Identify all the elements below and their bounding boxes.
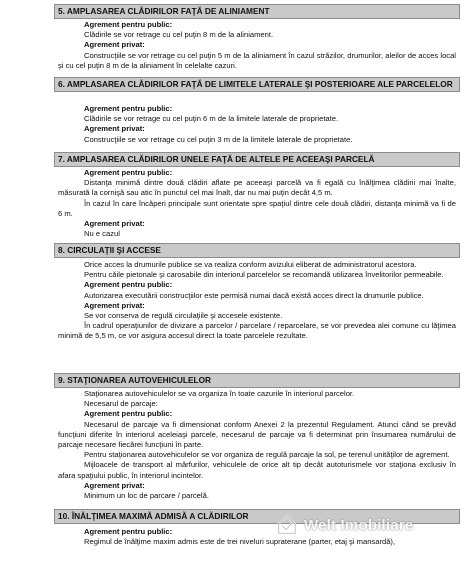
section-5-private-label: Agrement privat: bbox=[84, 40, 145, 50]
watermark-brand-text: Welt Imobiliare bbox=[304, 516, 414, 534]
brand-watermark bbox=[276, 513, 413, 537]
section-8-p1: Orice acces la drumurile publice se va realiza conform avizului eliberat de administratorul acestora. bbox=[84, 260, 417, 269]
section-9-p1: Staţionarea autovehiculelor se va organiza în toate cazurile în interiorul parcelor. bbox=[84, 389, 355, 398]
section-5-private-text: Construcţiile se vor retrage cu cel puţin 5 m de la aliniament în cazul străzilor, drumurilor, aleilor de acces local şi cu cel puţin 8 m de la aliniament în celelalte cazuri. bbox=[58, 50, 456, 70]
section-10-public-text: Regimul de înălţime maxim admis este de trei niveluri supraterane (parter, etaj şi mansardă), bbox=[84, 537, 396, 547]
section-7-public-label: Agrement pentru public: bbox=[84, 168, 173, 177]
section-5-body bbox=[58, 20, 456, 71]
house-check-logo-icon bbox=[276, 514, 298, 536]
section-6-heading: 6. AMPLASAREA CLĂDIRILOR FAŢĂ DE LIMITELE LATERALE ŞI POSTERIOARE ALE PARCELELOR bbox=[54, 77, 460, 92]
section-9-public-p1: Necesarul de parcaje va fi dimensionat conform Anexei 2 la prezentul Regulament. Atunci când se prevăd funcţiuni diferite în interiorul aceleiaşi parcele, necesarul de parcaje va fi determinat prin însumarea numărului de parcaje necesare fiecărei funcţiuni în parte. bbox=[58, 419, 456, 450]
section-9-p2: Necesarul de parcaje: bbox=[84, 399, 158, 409]
section-6-private-label: Agrement privat: bbox=[84, 124, 145, 134]
section-9-private-label: Agrement privat: bbox=[84, 480, 145, 490]
section-8-heading: 8. CIRCULAŢII ŞI ACCESE bbox=[54, 243, 460, 258]
section-9-public-p2: Pentru staţionarea autovehiculelor se vor organiza de regulă parcaje la sol, pe terenul unităţilor de agrement. bbox=[84, 450, 450, 460]
section-9-heading: 9. STAŢIONAREA AUTOVEHICULELOR bbox=[54, 373, 460, 388]
section-6-public-text: Clădirile se vor retrage cu cel puţin 6 m de la limitele laterale de proprietate. bbox=[84, 114, 339, 124]
section-8-public-text: Autorizarea executării construcţiilor este permisă numai dacă există acces direct la drumurile publice. bbox=[84, 290, 424, 300]
section-6-public-label: Agrement pentru public: bbox=[84, 104, 173, 113]
section-8-private-p2: În cadrul operaţiunilor de divizare a parcelor / parcelare / reparcelare, se vor prevedea alei comune cu lăţimea minimă de 5,5 m, ce vor asigura accesul direct la toate parcelele rezultate. bbox=[58, 321, 456, 341]
section-6-private-text: Construcţiile se vor retrage cu cel puţin 3 m de la limitele laterale de proprietate. bbox=[84, 134, 353, 144]
section-7-public-p2: În cazul în care încăperi principale sunt orientate spre spaţiul dintre cele două clădiri, distanţa minimă va fi de 6 m. bbox=[58, 198, 456, 218]
section-7-public-p1: Distanţa minimă dintre două clădiri aflate pe aceeaşi parcelă va fi egală cu înălţimea clădirii mai înalte, măsurată la cornişă sau atic în punctul cel mai înalt, dar nu mai puţin decât 4,5 m. bbox=[58, 178, 456, 198]
section-5-public-text: Clădirile se vor retrage cu cel puţin 8 m de la aliniament. bbox=[84, 30, 274, 40]
section-8-private-label: Agrement privat: bbox=[84, 300, 145, 310]
section-9-body bbox=[58, 389, 456, 501]
section-7-heading: 7. AMPLASAREA CLĂDIRILOR UNELE FAŢĂ DE ALTELE PE ACEEAŞI PARCELĂ bbox=[54, 152, 460, 167]
section-9-public-label: Agrement pentru public: bbox=[84, 409, 173, 419]
section-5-public-label: Agrement pentru public: bbox=[84, 20, 173, 29]
section-7-private-label: Agrement privat: bbox=[84, 219, 145, 229]
section-7-body bbox=[58, 168, 456, 239]
section-8-body bbox=[58, 260, 456, 342]
section-9-public-p3: Mijloacele de transport al mărfurilor, vehiculele de orice alt tip decât autoturismele vor staţiona exclusiv în afara spaţiului public, în interiorul incintelor. bbox=[58, 460, 456, 480]
section-9-private-text: Minimum un loc de parcare / parcelă. bbox=[84, 491, 209, 501]
section-8-private-p1: Se vor conserva de regulă circulaţiile şi accesele existente. bbox=[84, 311, 283, 321]
section-10-heading: 10. ÎNĂLŢIMEA MAXIMĂ ADMISĂ A CLĂDIRILOR bbox=[54, 509, 460, 524]
section-6-body bbox=[58, 104, 456, 145]
section-10-public-label: Agrement pentru public: bbox=[84, 527, 173, 536]
section-8-public-label: Agrement pentru public: bbox=[84, 280, 173, 290]
section-5-heading: 5. AMPLASAREA CLĂDIRILOR FAŢĂ DE ALINIAMENT bbox=[54, 4, 460, 19]
section-7-private-text: Nu e cazul bbox=[84, 229, 120, 239]
section-8-p2: Pentru căile pietonale şi carosabile din interiorul parcelelor se recomandă utilizarea învelitorilor permeabile. bbox=[84, 270, 444, 280]
